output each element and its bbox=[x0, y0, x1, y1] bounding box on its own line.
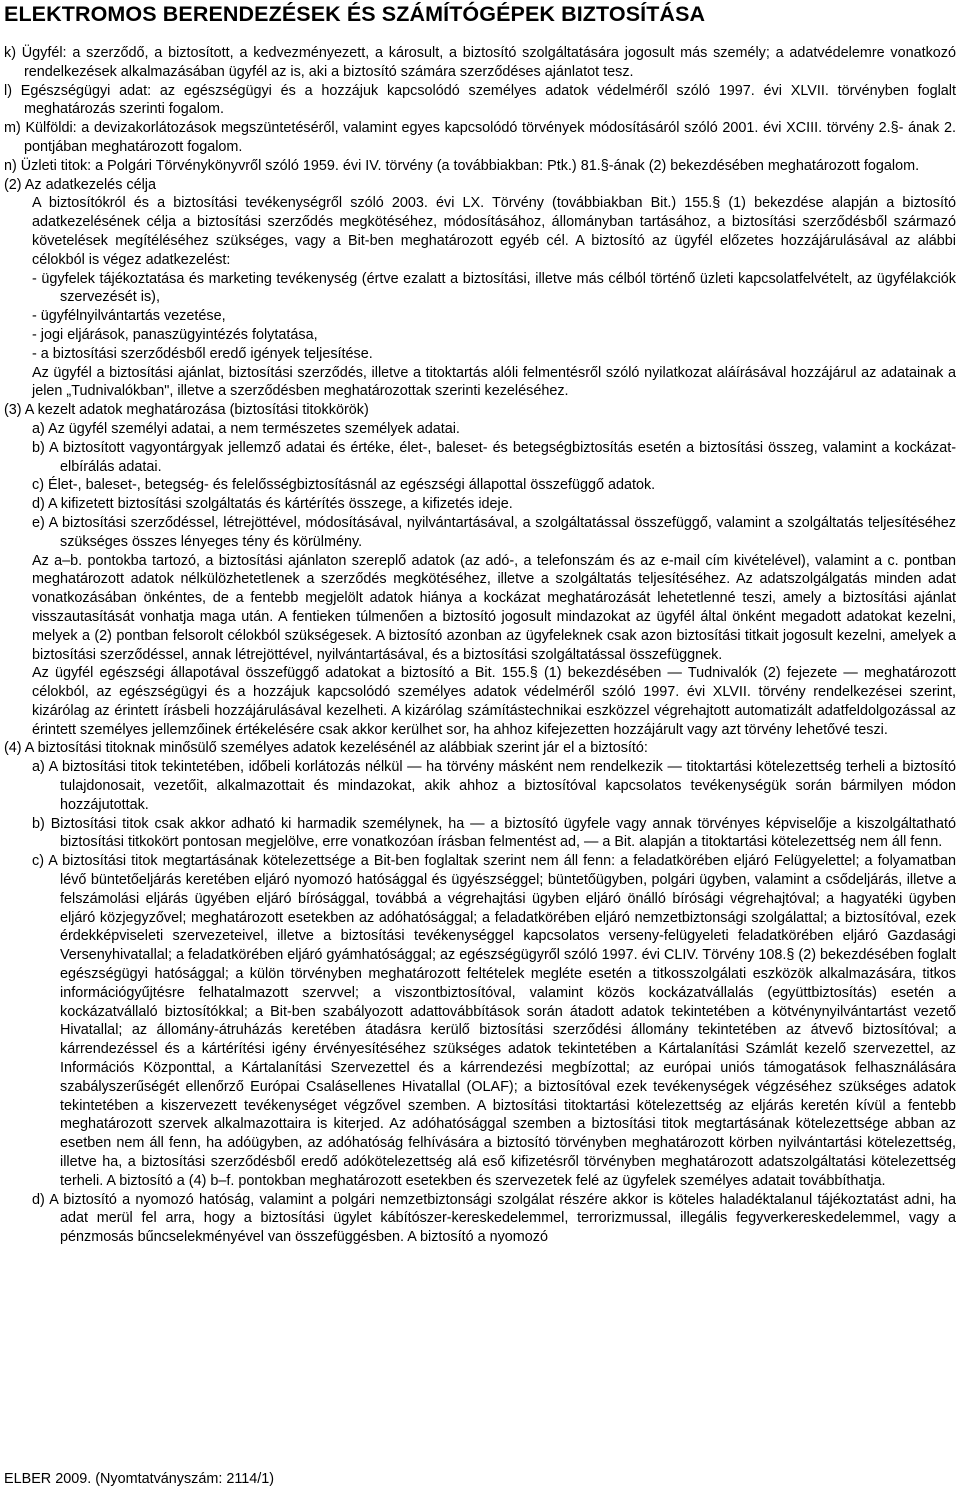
section-4-item-a: a) A biztosítási titok tekintetében, időbeli korlátozás nélkül — ha törvény másként nem rendelkezik — titoktartási kötelezettség terheli a biztosító tulajdonosait, vezetőit, alkalmazottait és mindazokat, akik ahhoz a biztosítóval kapcsolatos tevékenységük során bármilyen módon hozzájutottak. bbox=[32, 759, 956, 813]
document-body bbox=[4, 44, 956, 1247]
section-2-dash-item: - a biztosítási szerződésből eredő igények teljesítése. bbox=[32, 345, 373, 362]
section-2-dash-item: - jogi eljárások, panaszügyintézés folytatása, bbox=[32, 326, 318, 343]
page-title: ELEKTROMOS BERENDEZÉSEK ÉS SZÁMÍTÓGÉPEK BIZTOSÍTÁSA bbox=[4, 2, 706, 26]
section-2-consent: Az ügyfél a biztosítási ajánlat, biztosítási szerződés, illetve a titoktartás alóli felmentésről szóló nyilatkozat aláírásával hozzájárul az adatainak a jelen „Tudnivalókban", illetve a szerződésben meghatározottak szerinti kezeléséhez. bbox=[32, 364, 956, 400]
section-2-text: A biztosítókról és a biztosítási tevékenységről szóló 2003. évi LX. Törvény (továbbiakban Bit.) 155.§ (1) bekezdése alapján a biztosító adatkezelésének célja a biztosítási szerződés megkötéséhez, módosításához, állományban tartásához, a biztosítási szerződésből származó követelések megítéléséhez szükséges, vagy a Bit-ben meghatározott egyéb cél. A biztosító az ügyfél előzetes hozzájárulásával az alábbi célokból is végez adatkezelést: bbox=[32, 195, 956, 268]
section-3-paragraph-2: Az ügyfél egészségi állapotával összefüggő adatokat a biztosító a Bit. 155.§ (1) bekezdésében — Tudnivalók (2) fejezete — meghatározott célokból, az egészségügyi és a hozzájuk kapcsolódó személyes adatok védelméről szóló 1997. évi XLVII. törvény rendelkezései szerint, kizárólag az érintett írásbeli hozzájárulásával kezelheti. A kizárólag számítástechnikai eszközzel végrehajtott automatizált adatfeldolgozással az érintett személyes jellemzőinek értékelésére csak akkor kerülhet sor, ha ahhoz kifejezetten hozzájárult vagy azt törvény lehetővé teszi. bbox=[32, 665, 956, 738]
section-4-item-b: b) Biztosítási titok csak akkor adható ki harmadik személynek, ha — a biztosító ügyfele vagy annak törvényes képviselője a kiszolgáltatható biztosítási titkokört pontosan megjelölve, erre vonatkozóan írásban felmentést ad, — a Bit. alapján a titoktartási kötelezettség nem áll fenn. bbox=[32, 815, 956, 851]
definition-l: l) Egészségügyi adat: az egészségügyi és a hozzájuk kapcsolódó személyes adatok védelméről szóló 1997. évi XLVII. törvényben foglalt meghatározás szerinti fogalom. bbox=[4, 82, 956, 118]
definition-m: m) Külföldi: a devizakorlátozások megszüntetéséről, valamint egyes kapcsolódó törvények módosításáról szóló 2001. évi XCIII. törvény 2.§- ának 2. pontjában meghatározott fogalom. bbox=[4, 120, 956, 155]
section-3-item-e: e) A biztosítási szerződéssel, létrejöttével, módosításával, nyilvántartásával, a szolgáltatással összefüggő, valamint a szolgáltatás teljesítéséhez szükséges összes lényeges tény és körülmény. bbox=[32, 514, 956, 550]
section-2-dash-item: - ügyfelek tájékoztatása és marketing tevékenység (értve ezalatt a biztosítási, illetve más célból történő üzleti kapcsolatfelvételt, az ügyfélakciók szervezését is), bbox=[32, 270, 956, 306]
section-2-heading: (2) Az adatkezelés célja bbox=[4, 176, 156, 193]
section-3-item-b: b) A biztosított vagyontárgyak jellemző adatai és értéke, élet-, baleset- és betegségbiztosítás esetén a biztosítási összeg, valamint a kockázat-elbírálás adatai. bbox=[32, 439, 956, 475]
page-footer: ELBER 2009. (Nyomtatványszám: 2114/1) bbox=[4, 1471, 275, 1487]
section-4-heading: (4) A biztosítási titoknak minősülő személyes adatok kezelésénél az alábbiak szerint jár el a biztosító: bbox=[4, 740, 648, 757]
section-4-item-d: d) A biztosító a nyomozó hatóság, valamint a polgári nemzetbiztonsági szolgálat részére akkor is köteles haladéktalanul tájékoztatást adni, ha adat merül fel arra, hogy a biztosítási ügylet kábítószer-kereskedelemmel, terrorizmussal, illegális fegyverkereskedelemmel, vagy a pénzmosás bűncselekményével van összefüggésben. A biztosító a nyomozó bbox=[32, 1191, 956, 1246]
section-3-heading: (3) A kezelt adatok meghatározása (biztosítási titokkörök) bbox=[4, 402, 369, 419]
section-3-paragraph-1: Az a–b. pontokba tartozó, a biztosítási ajánlaton szereplő adatok (az adó-, a telefonszám és az e-mail cím kivételével), valamint a c. pontban meghatározott adatok nélkülözhetetlenek a szerződés megkötéséhez, illetve a szolgáltatás teljesítéséhez. Az adatszolgálgatás minden adat vonatkozásában önkéntes, de a fentebb megjelölt adatok hiánya a kockázat meghatározását lehetetlenné teszi, amely a biztosítási ajánlat visszautasítását vonhatja maga után. A fentieken túlmenően a biztosító jogosult mindazokat az ügyfél által önként megadott adatokat kezelni, melyek a (2) pontban felsorolt célokból szükségesek. A biztosító azonban az ügyfeleknek csak azon biztosítási titkait jogosult kezelni, amelyek a biztosítási szerződéssel, annak létrejöttével, nyilvántartásával, és a biztosítási szolgáltatással összefüggnek. bbox=[32, 552, 956, 663]
section-4-item-c: c) A biztosítási titok megtartásának kötelezettsége a Bit-ben foglaltak szerint nem áll fenn: a feladatkörében eljáró Felügyelettel; a folyamatban lévő büntetőeljárás keretében eljáró nyomozó hatósággal és ügyészséggel; büntetőügyben, polgári ügyben, valamint a csődeljárás, illetve a felszámolási eljárás ügyében eljáró bírósággal, továbbá a végrehajtási ügyben eljáró önálló bírósági végrehajtóval; a hagyatéki ügyben eljáró közjegyzővel; meghatározott esetekben az adóhatósággal; a feladatkörében eljáró nemzetbiztonsági szolgálattal; a biztosítóval, ezek érdekképviseleti szervezeteivel, illetve a biztosítási tevékenységgel kapcsolatos verseny-felügyeleti feladatkörében eljáró Gazdasági Versenyhivatallal; a feladatkörében eljáró gyámhatósággal; az egészségügyről szóló 1997. évi CLIV. Törvény 108.§ (2) bekezdésében foglalt egészségügyi hatósággal; a külön törvényben meghatározott feltételek megléte esetén a titkosszolgálati eszközök alkalmazására, titkos információgyűjtésre felhatalmazott szervvel; a viszontbiztosítóval, valamint közös kockázatvállalás (együttbiztosítás) esetén a kockázatvállaló biztosítókkal; a Bit-ben szabályozott adattovábbítások során átadott adatok tekintetében a kötvénynyilvántartást vezető Hivatallal; az állomány-átruházás keretében átadásra kerülő biztosítási szerződési állomány tekintetében az átvevő biztosítóval; a kárrendezéssel és a kártérítési igény érvényesítéséhez szükséges adatok tekintetében a Kártalanítási Számlát kezelő szervezettel, az Információs Központtal, a Kártalanítási Szervezettel és a kárrendezési megbízottal; az európai uniós támogatások felhasználására szabályszerűségét ellenőrző Európai Csalásellenes Hivatallal (OLAF); a biztosítóval ezek tevékenységek végzéséhez szükséges adatok tekintetében a kiszervezett tevékenységet végzővel szemben. A biztosítási titoktartási kötelezettség az eljárás keretén kívül a fentebb meghatározott szervek alkalmazottaira is kiterjed. Az adóhatósággal szemben a biztosítási titok megtartásának kötelezettsége abban az esetben nem áll fenn, ha adóügyben, az adóhatóság felhívására a biztosító törvényben meghatározott körben nyilvántartási kötelezettség, illetve ha, a biztosítási szerződésből eredő adókötelezettség alá eső kifizetésről törvényben meghatározott adatszolgáltatási kötelezettség terheli. A biztosító a (4) b–f. pontokban meghatározott esetekben és szervezetek felé az ügyfelek személyes adatait továbbíthatja. bbox=[32, 853, 956, 1189]
section-2-dash-item: - ügyfélnyilvántartás vezetése, bbox=[32, 308, 226, 325]
section-3-item-c: c) Élet-, baleset-, betegség- és felelősségbiztosításnál az egészségi állapottal összefüggő adatok. bbox=[32, 477, 656, 494]
definition-n: n) Üzleti titok: a Polgári Törvénykönyvről szóló 1959. évi IV. törvény (a továbbiakban: Ptk.) 81.§-ának (2) bekezdésében meghatározott fogalom. bbox=[4, 157, 920, 174]
section-3-item-d: d) A kifizetett biztosítási szolgáltatás és kártérítés összege, a kifizetés ideje. bbox=[32, 496, 513, 513]
section-3-item-a: a) Az ügyfél személyi adatai, a nem természetes személyek adatai. bbox=[32, 420, 460, 437]
definition-k: k) Ügyfél: a szerződő, a biztosított, a kedvezményezett, a károsult, a biztosító szolgáltatására jogosult más személy; a adatvédelemre vonatkozó rendelkezések alkalmazásában ügyfél az is, aki a biztosító számára szerződéses ajánlatot tesz. bbox=[4, 45, 956, 80]
